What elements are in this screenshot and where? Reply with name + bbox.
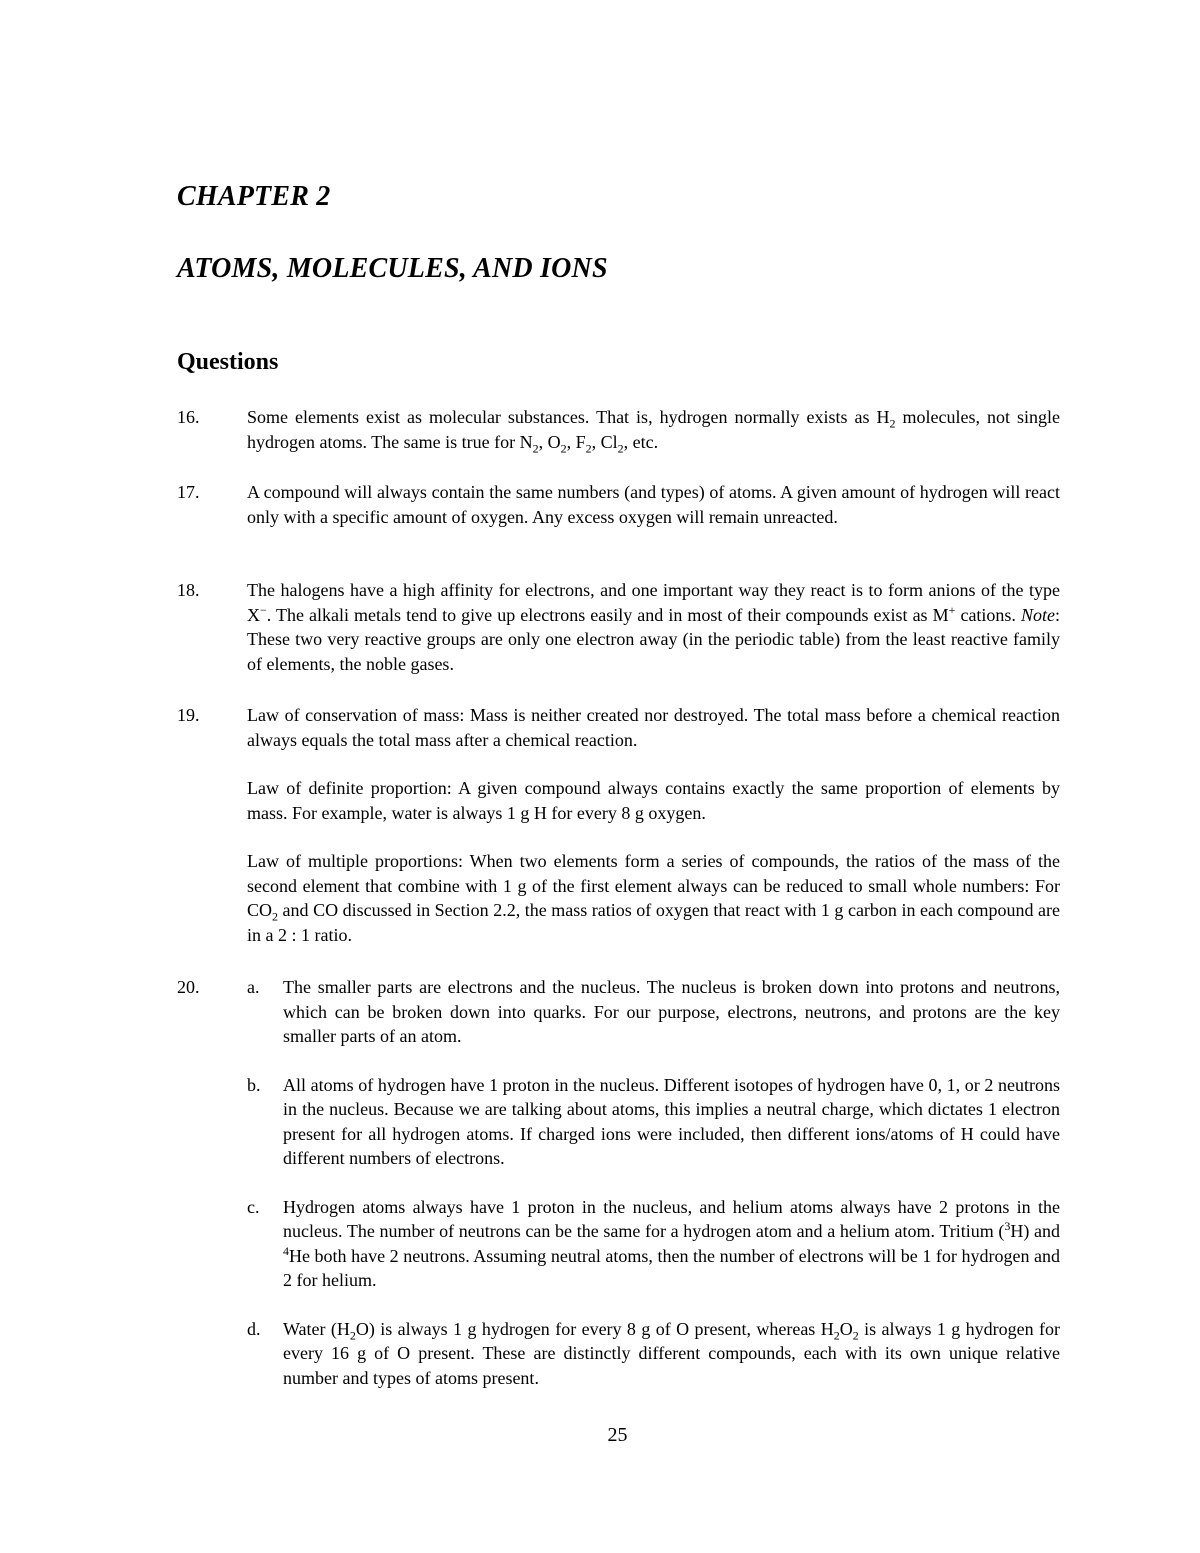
question-body: The halogens have a high affinity for electrons, and one important way they react is to form anions of the type X−. The alkali metals tend to give up electrons easily and in most of their compounds exist as M+ cations. Note: These two very reactive groups are only one electron away (in the periodic table) from the least reactive family of elements, the noble gases.	[247, 580, 1060, 674]
question-number: 20.	[177, 977, 200, 997]
question-16	[177, 405, 1060, 454]
page-number: 25	[607, 1424, 628, 1446]
part-letter: d.	[247, 1318, 261, 1339]
question-18	[177, 578, 1060, 676]
section-heading-questions: Questions	[177, 349, 279, 375]
question-20-part-a	[247, 975, 1060, 1049]
question-20	[177, 975, 1060, 1390]
question-20-part-d	[247, 1317, 1060, 1391]
question-number: 16.	[177, 407, 200, 427]
part-body: Water $(H_2O)$ is always 1 g hydrogen for every 8 g of O present, whereas $H_2O_2$ is always 1 g hydrogen for every 16 g of O present. These are distinctly different compounds, each with its own unique relative number and types of atoms present.	[283, 1318, 1060, 1388]
question-body	[247, 703, 1060, 947]
question-body: Some elements exist as molecular substances. That is, hydrogen normally exists as $H_2$ molecules, not single hydrogen atoms. The same is true for $N_2$, $O_2$, $F_2$, $Cl_2$, etc.	[247, 407, 1060, 456]
law-conservation-of-mass: Law of conservation of mass: Mass is neither created nor destroyed. The total mass before a chemical reaction always equals the total mass after a chemical reaction.	[247, 705, 1060, 750]
chapter-title: ATOMS, MOLECULES, AND IONS	[177, 253, 608, 284]
question-body: A compound will always contain the same numbers (and types) of atoms. A given amount of hydrogen will react only with a specific amount of oxygen. Any excess oxygen will remain unreacted.	[247, 482, 1060, 527]
question-20-part-c	[247, 1195, 1060, 1293]
part-body: All atoms of hydrogen have 1 proton in the nucleus. Different isotopes of hydrogen have 0, 1, or 2 neutrons in the nucleus. Because we are talking about atoms, this implies a neutral charge, which dictates 1 electron present for all hydrogen atoms. If charged ions were included, then different ions/atoms of H could have different numbers of electrons.	[283, 1074, 1060, 1168]
law-multiple-proportions: Law of multiple proportions: When two elements form a series of compounds, the ratios of the mass of the second element that combine with 1 g of the first element always can be reduced to small whole numbers: For $CO_2$ and CO discussed in Section 2.2, the mass ratios of oxygen that react with 1 g carbon in each compound are in a 2 : 1 ratio.	[247, 851, 1060, 945]
part-body: The smaller parts are electrons and the nucleus. The nucleus is broken down into protons and neutrons, which can be broken down into quarks. For our purpose, electrons, neutrons, and protons are the key smaller parts of an atom.	[283, 977, 1060, 1046]
law-definite-proportion: Law of definite proportion: A given compound always contains exactly the same proportion of elements by mass. For example, water is always 1 g H for every 8 g oxygen.	[247, 778, 1060, 823]
question-17	[177, 480, 1060, 529]
question-number: 18.	[177, 580, 200, 600]
chapter-number: CHAPTER 2	[177, 181, 331, 212]
part-body: Hydrogen atoms always have 1 proton in the nucleus, and helium atoms always have 2 protons in the nucleus. The number of neutrons can be the same for a hydrogen atom and a helium atom. Tritium ($^3$H) and $^4$He both have 2 neutrons. Assuming neutral atoms, then the number of electrons will be 1 for hydrogen and 2 for helium.	[283, 1196, 1061, 1290]
question-19	[177, 703, 1060, 947]
part-letter: b.	[247, 1074, 261, 1095]
note-label: Note	[1020, 604, 1055, 625]
question-number: 19.	[177, 705, 200, 725]
question-20-part-b	[247, 1073, 1060, 1171]
part-letter: a.	[247, 977, 260, 997]
question-number: 17.	[177, 482, 200, 502]
part-letter: c.	[247, 1196, 260, 1217]
